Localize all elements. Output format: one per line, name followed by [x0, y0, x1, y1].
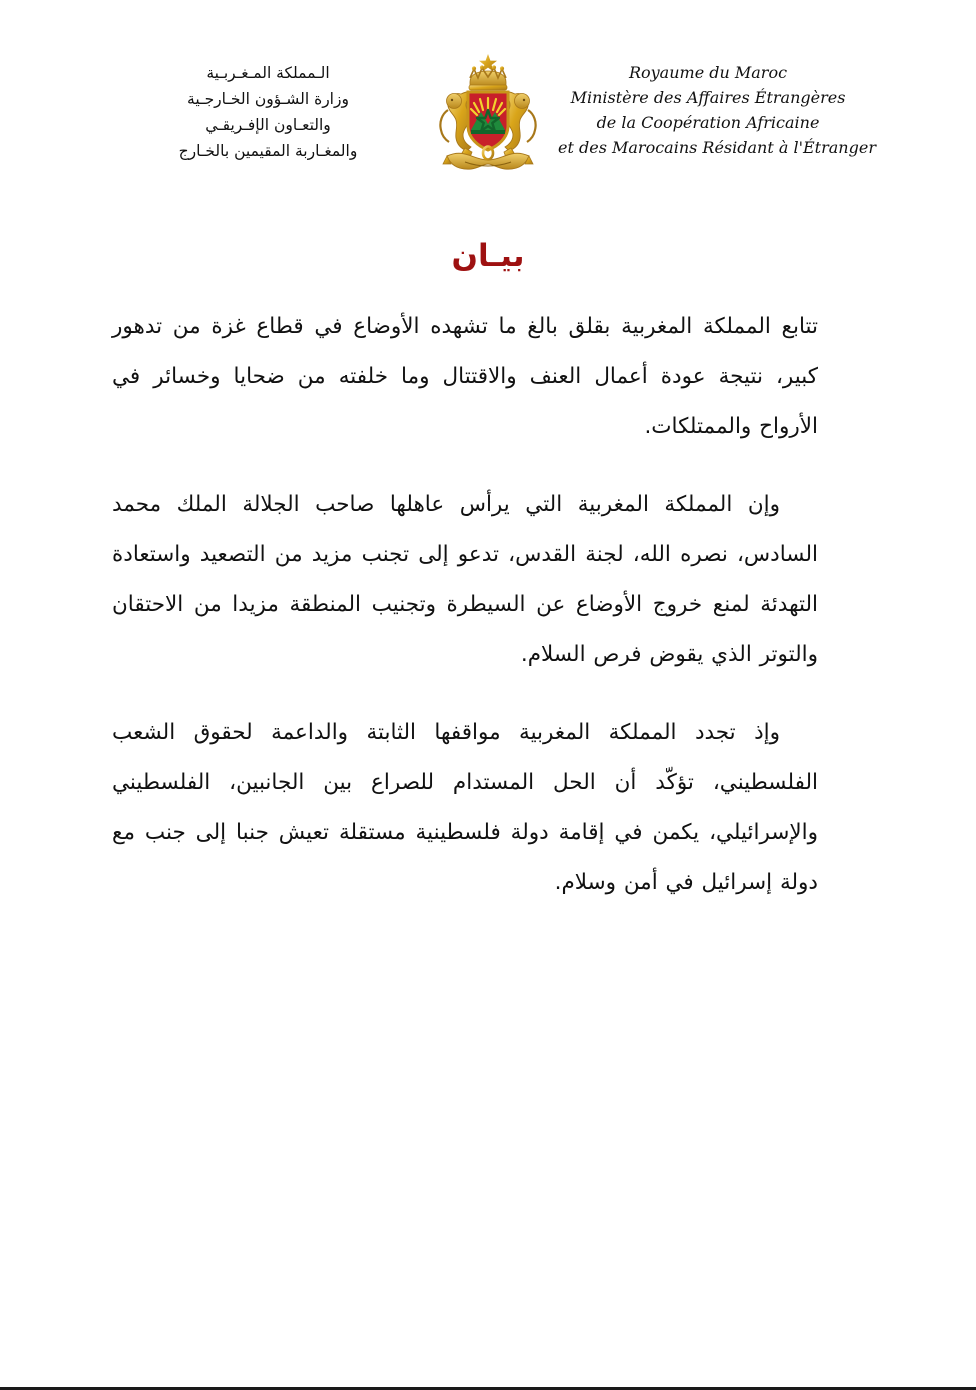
letterhead-french-line-4: et des Marocains Résidant à l'Étranger [558, 138, 876, 157]
letterhead-french-line-2: Ministère des Affaires Étrangères [570, 88, 846, 107]
page-title: بيـان [451, 238, 525, 274]
letterhead-french-line-3: de la Coopération Africaine [596, 113, 820, 132]
letterhead-french-line-1: Royaume du Maroc [628, 63, 788, 82]
coat-of-arms-of-morocco-icon [425, 48, 551, 182]
crown-icon [469, 54, 507, 90]
letterhead-arabic-block [118, 48, 418, 164]
letterhead-arabic-line-3: والتعـاون الإفـريقـي [205, 116, 331, 134]
paragraph-2: وإن المملكة المغربية التي يرأس عاهلها صاحب الجلالة الملك محمد السادس، نصره الله، لجنة القدس، تدعو إلى تجنب مزيد من التصعيد واستعادة التهدئة لمنع خروج الأوضاع عن السيطرة وتجنيب المنطقة مزيدا من الاحتقان والتوتر الذي يقوض فرص السلام. [112, 492, 818, 667]
letterhead-french-block [558, 48, 876, 160]
shield-icon [468, 92, 508, 150]
letterhead-arabic-line-4: والمغـاربة المقيمين بالخـارج [178, 142, 358, 160]
emblem-container [418, 48, 558, 182]
paragraph-1: تتابع المملكة المغربية بقلق بالغ ما تشهده الأوضاع في قطاع غزة من تدهور كبير، نتيجة عودة أعمال العنف والاقتتال وما خلفته من ضحايا وخسائر في الأرواح والممتلكات. [112, 314, 818, 439]
letterhead-arabic-line-2: وزارة الشـؤون الخـارجـية [187, 90, 349, 108]
letterhead [0, 48, 976, 188]
document-body [112, 302, 818, 908]
paragraph-3: وإذ تجدد المملكة المغربية مواقفها الثابتة والداعمة لحقوق الشعب الفلسطيني، تؤكّد أن الحل المستدام للصراع بين الجانبين، الفلسطيني والإسرائيلي، يكمن في إقامة دولة فلسطينية مستقلة تعيش جنبا إلى جنب مع دولة إسرائيل في أمن وسلام. [112, 720, 818, 895]
letterhead-arabic-line-1: الـمملكة المـغـربـية [206, 64, 330, 82]
